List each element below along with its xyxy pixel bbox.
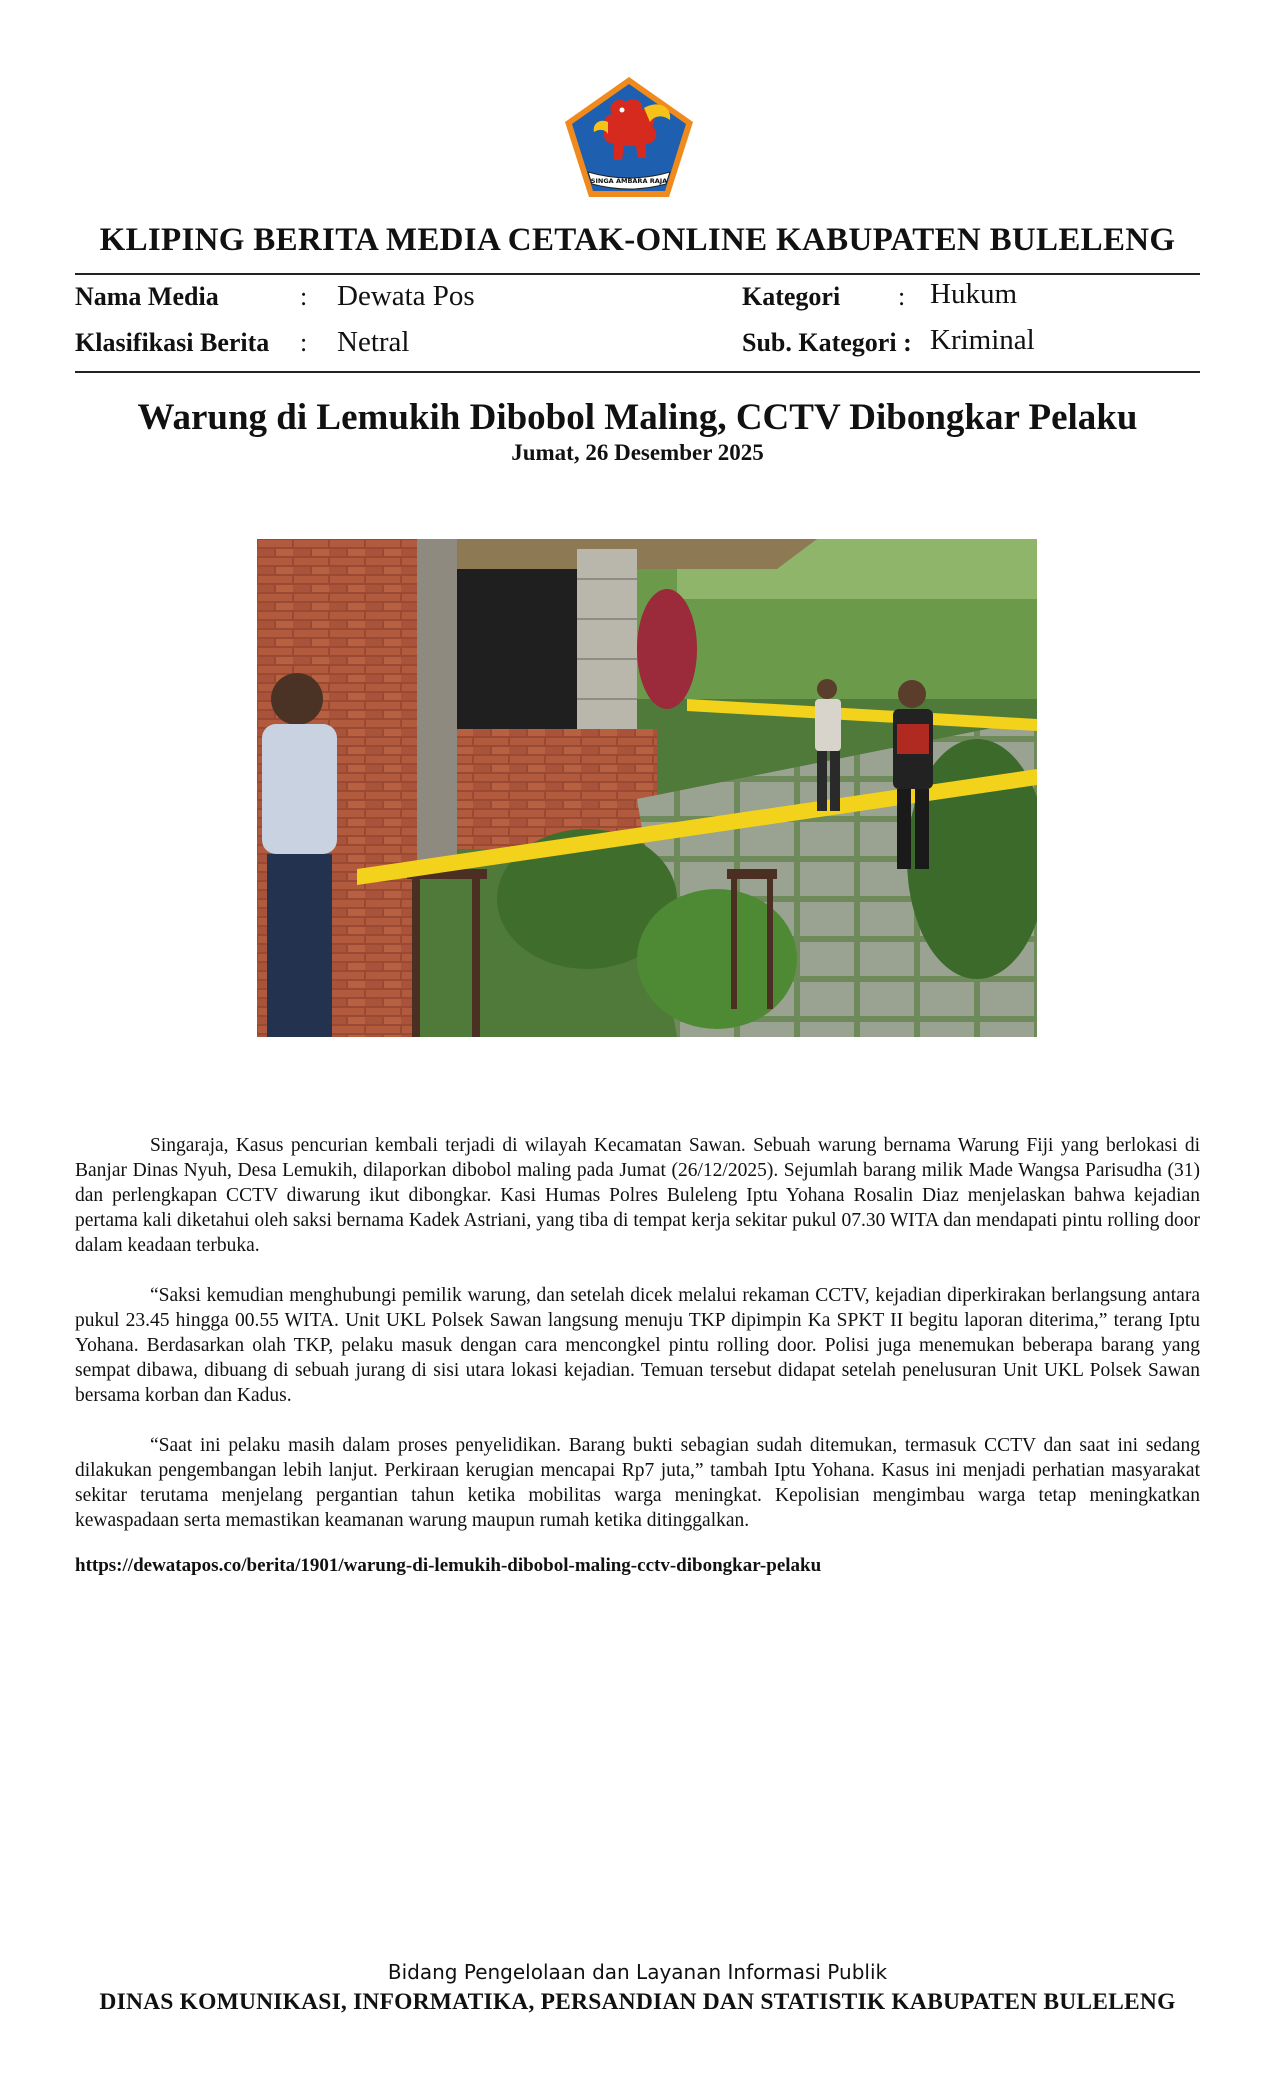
footer-division-name: Bidang Pengelolaan dan Layanan Informasi Publik bbox=[387, 1960, 888, 1984]
clipping-header-title: KLIPING BERITA MEDIA CETAK-ONLINE KABUPATEN BULELENG bbox=[99, 222, 1176, 258]
header-divider-top bbox=[75, 273, 1200, 275]
classification-label: Klasifikasi Berita bbox=[75, 328, 270, 357]
classification-colon: : bbox=[300, 328, 308, 357]
article-paragraph-1: Singaraja, Kasus pencurian kembali terjadi di wilayah Kecamatan Sawan. Sebuah warung bernama Warung Fiji yang berlokasi di Banjar Dinas Nyuh, Desa Lemukih, dilaporkan dibobol maling pada Jumat (26/12/2025). Sejumlah barang milik Made Wangsa Parisudha (31) dan perlengkapan CCTV diwarung ikut dibongkar. Kasi Humas Polres Buleleng Iptu Yohana Rosalin Diaz menjelaskan bahwa kejadian pertama kali diketahui oleh saksi bernama Kadek Astriani, yang tiba di tempat kerja sekitar pukul 07.30 WITA dan mendapati pintu rolling door dalam keadaan terbuka. bbox=[75, 1135, 1200, 1256]
article-body bbox=[75, 1133, 1200, 1558]
header-divider-bottom bbox=[75, 371, 1200, 373]
emblem-motto: SINGA AMBARA RAJA bbox=[590, 177, 668, 185]
article-date: Jumat, 26 Desember 2025 bbox=[511, 440, 764, 465]
media-name-colon: : bbox=[300, 282, 308, 311]
classification-value: Netral bbox=[337, 326, 410, 358]
subcategory-value: Kriminal bbox=[930, 324, 1035, 356]
news-photo bbox=[257, 539, 1037, 1037]
media-name-value: Dewata Pos bbox=[337, 280, 475, 312]
regency-emblem-logo bbox=[562, 74, 696, 200]
category-label: Kategori bbox=[742, 282, 841, 311]
category-value: Hukum bbox=[930, 278, 1017, 310]
footer-agency-name: DINAS KOMUNIKASI, INFORMATIKA, PERSANDIAN DAN STATISTIK KABUPATEN BULELENG bbox=[99, 1989, 1176, 2015]
emblem-icon bbox=[562, 74, 696, 200]
article-paragraph-2: “Saksi kemudian menghubungi pemilik warung, dan setelah dicek melalui rekaman CCTV, kejadian diperkirakan berlangsung antara pukul 23.45 hingga 00.55 WITA. Unit UKL Polsek Sawan langsung menuju TKP dipimpin Ka SPKT II begitu laporan diterima,” terang Iptu Yohana. Berdasarkan olah TKP, pelaku masuk dengan cara mencongkel pintu rolling door. Polisi juga menemukan beberapa barang yang sempat dibawa, dibuang di sebuah jurang di sisi utara lokasi kejadian. Temuan tersebut didapat setelah penelusuran Unit UKL Polsek Sawan bersama korban dan Kadus. bbox=[75, 1285, 1200, 1406]
article-paragraph-3: “Saat ini pelaku masih dalam proses penyelidikan. Barang bukti sebagian sudah ditemukan, termasuk CCTV dan saat ini sedang dilakukan pengembangan lebih lanjut. Perkiraan kerugian mencapai Rp7 juta,” tambah Iptu Yohana. Kasus ini menjadi perhatian masyarakat sekitar terutama menjelang pergantian tahun ketika mobilitas warga meningkat. Kepolisian mengimbau warga tetap meningkatkan kewaspadaan serta memastikan keamanan warung maupun rumah ketika ditinggalkan. bbox=[75, 1435, 1200, 1531]
source-url-link[interactable]: https://dewatapos.co/berita/1901/warung-di-lemukih-dibobol-maling-cctv-dibongkar-pelaku bbox=[75, 1555, 822, 1576]
category-colon: : bbox=[898, 282, 906, 311]
article-title: Warung di Lemukih Dibobol Maling, CCTV Dibongkar Pelaku bbox=[137, 397, 1138, 438]
subcategory-label: Sub. Kategori : bbox=[742, 328, 912, 357]
media-name-label: Nama Media bbox=[75, 282, 219, 311]
